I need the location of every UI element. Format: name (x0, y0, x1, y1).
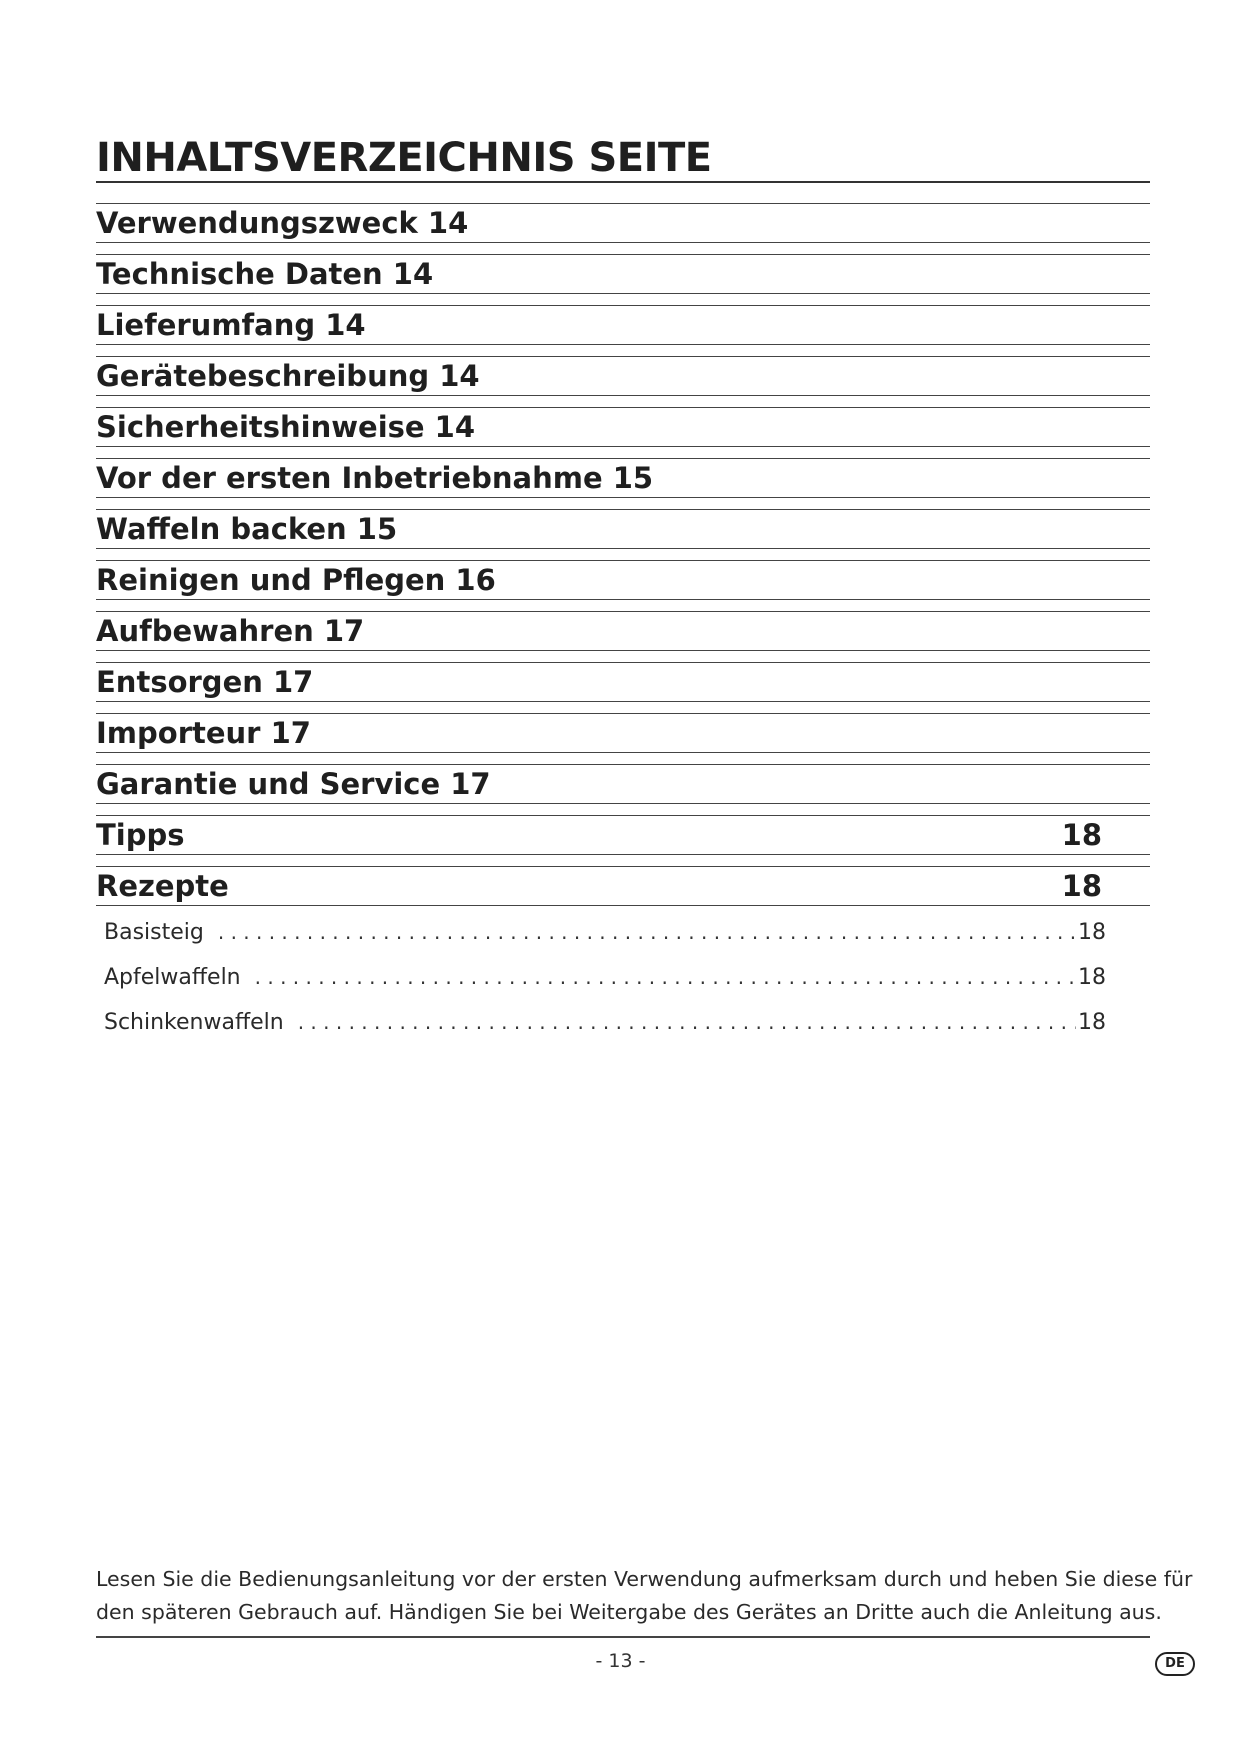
toc-entry[interactable] (96, 713, 1150, 753)
title-divider (96, 181, 1150, 183)
toc-entry[interactable] (96, 356, 1150, 396)
toc-entry-label: Gerätebeschreibung 14 (96, 359, 480, 393)
sub-toc-entry[interactable] (104, 965, 1106, 1010)
language-badge: DE (1155, 1652, 1195, 1676)
sub-toc-entry-page: 18 (1078, 1010, 1106, 1035)
toc-entry-label: Lieferumfang 14 (96, 308, 366, 342)
toc-entry[interactable] (96, 254, 1150, 294)
page-title: INHALTSVERZEICHNIS SEITE (96, 135, 712, 181)
toc-entry[interactable] (96, 458, 1150, 498)
toc-entry-page: 18 (1061, 869, 1102, 903)
sub-toc-entry-page: 18 (1078, 965, 1106, 990)
dot-leader (255, 965, 1076, 989)
toc-entry-label: Waffeln backen 15 (96, 512, 398, 546)
toc-entry[interactable] (96, 764, 1150, 804)
footer-note-line: den späteren Gebrauch auf. Händigen Sie bei Weitergabe des Gerätes an Dritte auch die Anleitung aus. (96, 1600, 1162, 1624)
toc-entry-label: Verwendungszweck 14 (96, 206, 469, 240)
sub-toc-entry-label: Schinkenwaffeln (104, 1010, 284, 1035)
toc-entry[interactable] (96, 815, 1150, 855)
toc-entry[interactable] (96, 203, 1150, 243)
toc-entry-label: Aufbewahren 17 (96, 614, 365, 648)
sub-toc-entry[interactable] (104, 1010, 1106, 1055)
toc-entry[interactable] (96, 509, 1150, 549)
toc-entry-label: Vor der ersten Inbetriebnahme 15 (96, 461, 654, 495)
page-number: - 13 - (595, 1650, 646, 1672)
dot-leader (218, 920, 1076, 944)
toc-entry[interactable] (96, 305, 1150, 345)
dot-leader (298, 1010, 1076, 1034)
toc-entry[interactable] (96, 407, 1150, 447)
toc-entry-label: Entsorgen 17 (96, 665, 314, 699)
toc-entry[interactable] (96, 560, 1150, 600)
toc-entry-label: Garantie und Service 17 (96, 767, 491, 801)
toc-entry-label: Importeur 17 (96, 716, 311, 750)
toc-entry[interactable] (96, 611, 1150, 651)
footer-note-line: Lesen Sie die Bedienungsanleitung vor der ersten Verwendung aufmerksam durch und heben Sie diese für (96, 1567, 1193, 1591)
toc-entry-label: Tipps (96, 818, 185, 852)
toc-entry-page: 18 (1061, 818, 1102, 852)
toc-entry[interactable] (96, 866, 1150, 906)
toc-entry[interactable] (96, 662, 1150, 702)
footer-divider (96, 1636, 1150, 1638)
sub-toc-entry[interactable] (104, 920, 1106, 965)
toc-entry-label: Sicherheitshinweise 14 (96, 410, 476, 444)
footer-note (96, 1563, 1193, 1629)
toc-entry-label: Rezepte (96, 869, 229, 903)
toc-entry-label: Technische Daten 14 (96, 257, 434, 291)
sub-toc-entry-label: Apfelwaffeln (104, 965, 241, 990)
table-of-contents (96, 203, 1150, 917)
sub-toc-entry-label: Basisteig (104, 920, 204, 945)
toc-entry-label: Reinigen und Pflegen 16 (96, 563, 496, 597)
sub-toc-entry-page: 18 (1078, 920, 1106, 945)
sub-table-of-contents (104, 920, 1106, 1055)
